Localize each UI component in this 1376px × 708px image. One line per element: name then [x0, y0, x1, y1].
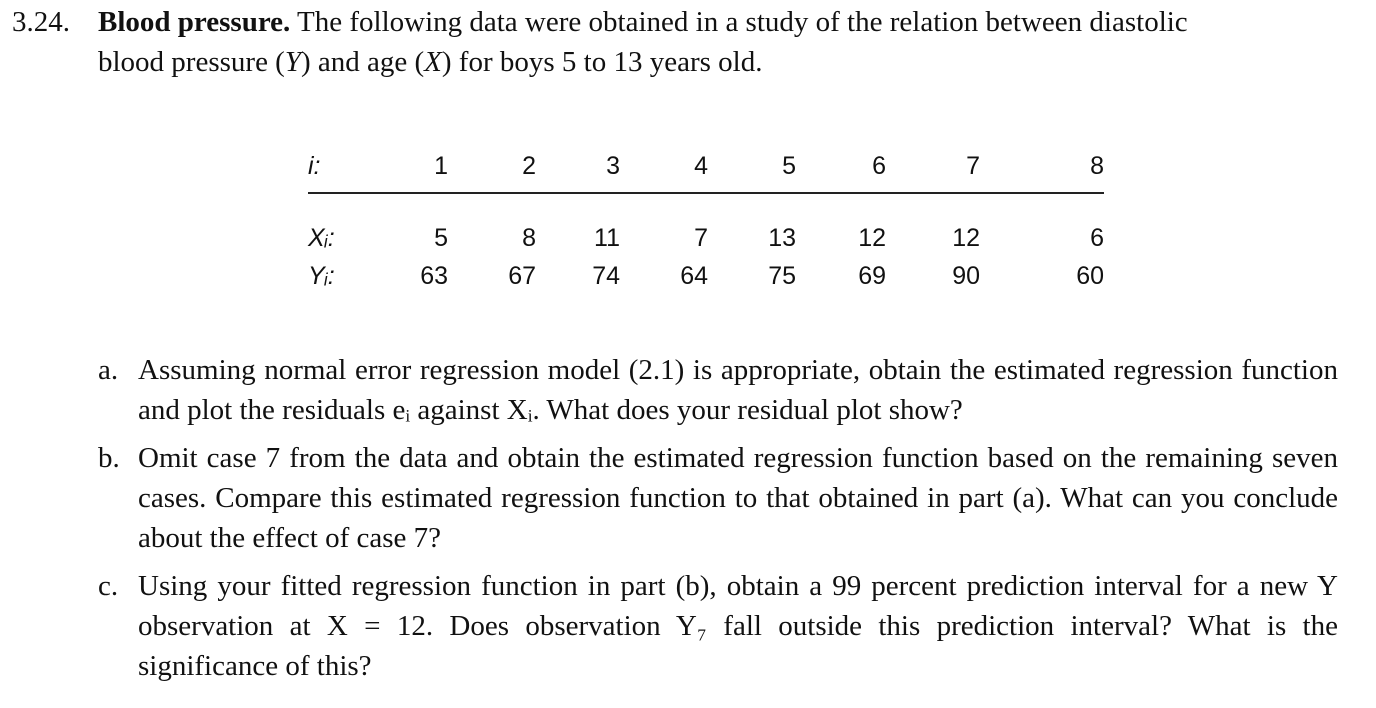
- y-symbol: Y: [284, 46, 301, 78]
- problem-intro-text-2b: ) and age (: [300, 46, 425, 78]
- data-table: [308, 142, 1108, 290]
- problem-title: Blood pressure.: [98, 6, 291, 38]
- problem-intro-text-2a: blood pressure (: [98, 46, 285, 78]
- index-cell: 7: [966, 152, 980, 180]
- x-cell: 13: [768, 224, 796, 252]
- y-cell: 60: [1076, 262, 1104, 290]
- problem-intro-text-2c: ) for boys 5 to 13 years old.: [441, 46, 763, 78]
- problem-statement: [12, 2, 1367, 82]
- table-header-rule: [308, 192, 1104, 194]
- x-cell: 11: [594, 224, 620, 252]
- question-c-label: c.: [98, 570, 119, 602]
- index-cell: 3: [606, 152, 620, 180]
- x-symbol: X: [424, 46, 442, 78]
- x-cell: 7: [694, 224, 708, 252]
- problem-intro-line-1: [12, 2, 1367, 42]
- problem-intro-text-1: The following data were obtained in a study of the relation between diastolic: [290, 6, 1188, 38]
- index-cell: 1: [434, 152, 448, 180]
- x-cell: 5: [434, 224, 448, 252]
- y-cell: 67: [508, 262, 536, 290]
- index-cell: 8: [1090, 152, 1104, 180]
- x-cell: 12: [858, 224, 886, 252]
- question-c: [98, 566, 1338, 686]
- x-cell: 8: [522, 224, 536, 252]
- question-b-label: b.: [98, 442, 120, 474]
- y-cell: 75: [768, 262, 796, 290]
- y-cell: 74: [592, 262, 620, 290]
- x-row-label: Xᵢ:: [308, 224, 335, 252]
- y-cell: 63: [420, 262, 448, 290]
- table-row-x: [308, 214, 1108, 252]
- question-b-text: Omit case 7 from the data and obtain the estimated regression function based on the remaining seven cases. Compare this estimated regression function to that obtained in part (a). What can you conclude about the effect of case 7?: [138, 442, 1338, 554]
- index-cell: 2: [522, 152, 536, 180]
- question-c-text: Using your fitted regression function in part (b), obtain a 99 percent prediction interval for a new Y observation at X = 12. Does observation Y₇ fall outside this prediction interval? What is the significance of this?: [138, 570, 1338, 682]
- y-cell: 90: [952, 262, 980, 290]
- x-cell: 6: [1090, 224, 1104, 252]
- question-a-label: a.: [98, 354, 119, 386]
- y-row-label: Yᵢ:: [308, 262, 335, 290]
- index-cell: 5: [782, 152, 796, 180]
- table-row-y: [308, 252, 1108, 290]
- index-cell: 4: [694, 152, 708, 180]
- index-row-label: i:: [308, 152, 321, 180]
- question-list: [98, 350, 1338, 694]
- x-cell: 12: [952, 224, 980, 252]
- problem-number: 3.24.: [12, 6, 70, 38]
- question-b: [98, 438, 1338, 558]
- index-cell: 6: [872, 152, 886, 180]
- problem-intro-line-2: [12, 42, 1367, 82]
- y-cell: 64: [680, 262, 708, 290]
- question-a-text: Assuming normal error regression model (2.1) is appropriate, obtain the estimated regression function and plot the residuals eᵢ against Xᵢ. What does your residual plot show?: [138, 354, 1338, 426]
- y-cell: 69: [858, 262, 886, 290]
- question-a: [98, 350, 1338, 430]
- table-header-row: [308, 142, 1108, 190]
